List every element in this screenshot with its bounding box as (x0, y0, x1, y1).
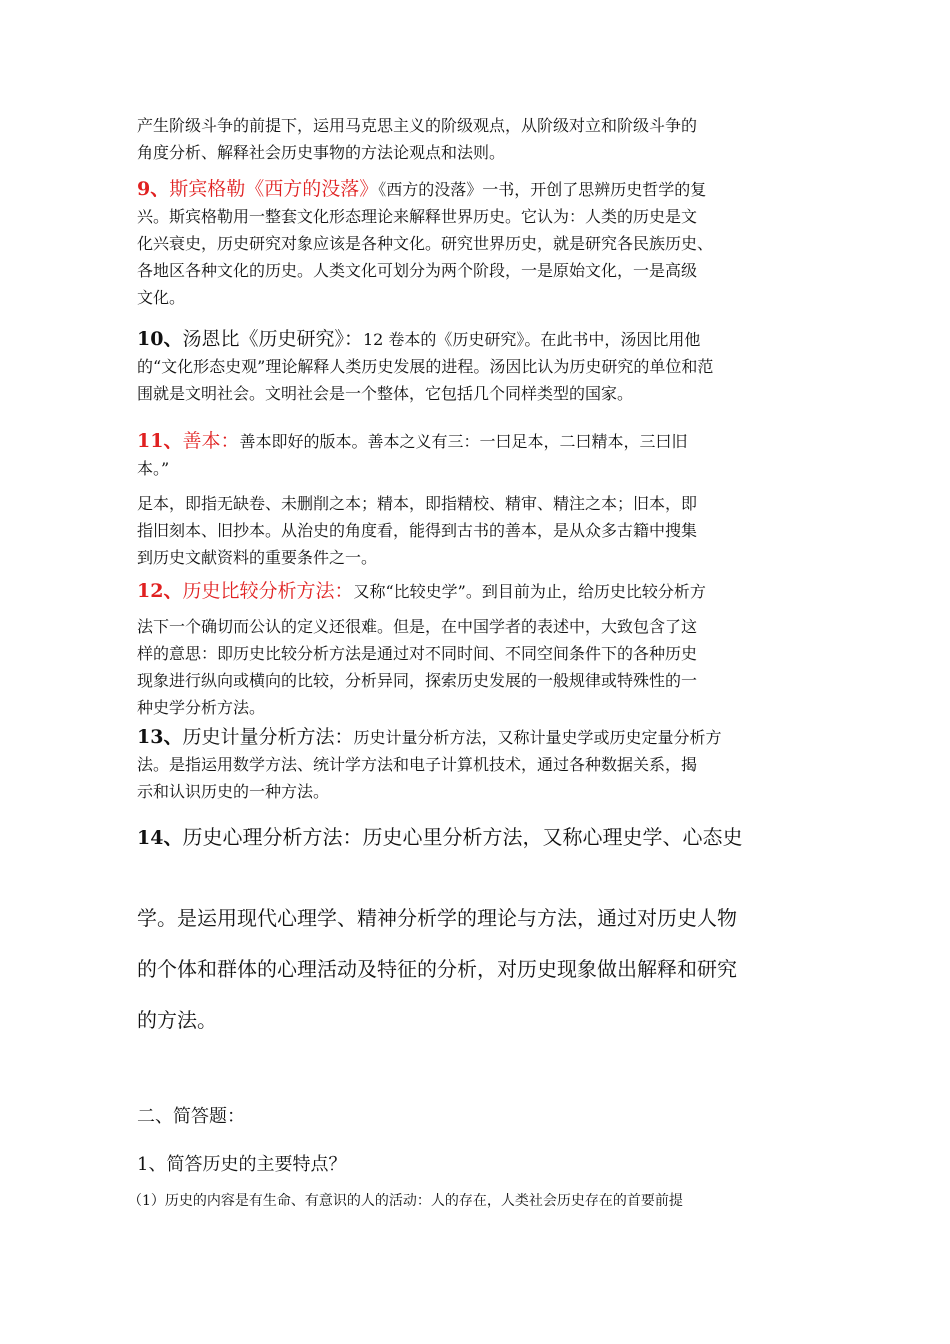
entry-number: 11、 (137, 430, 183, 452)
text-line: 化兴衰史，历史研究对象应该是各种文化。研究世界历史，就是研究各民族历史、 (137, 234, 714, 253)
entry-12-detail (137, 613, 827, 721)
paragraph-class-struggle (137, 112, 827, 166)
entry-number: 10、 (137, 328, 183, 350)
text-line: 善本即好的版本。善本之义有三：一曰足本，二曰精本，三曰旧 (239, 432, 688, 451)
entry-title: 善本： (182, 430, 240, 452)
entry-11 (137, 428, 827, 482)
text-line: 现象进行纵向或横向的比较，分析异同，探索历史发展的一般规律或特殊性的一 (137, 671, 698, 690)
question-1: 1、简答历史的主要特点？ (137, 1154, 347, 1175)
entry-number: 13、 (137, 726, 183, 748)
entry-number: 9、 (137, 178, 170, 200)
section-heading: 二、简答题： (137, 1106, 245, 1127)
entry-title: 历史计量分析方法： (182, 726, 354, 748)
entry-11-detail (137, 490, 827, 571)
entry-12 (137, 578, 827, 605)
text-line: 足本，即指无缺卷、未删削之本；精本，即指精校、精审、精注之本；旧本，即 (137, 494, 698, 513)
text-line: 历史心里分析方法，又称心理史学、心态史 (362, 825, 743, 849)
text-line: 的方法。 (137, 1008, 217, 1032)
entry-number: 14、 (137, 827, 183, 849)
text-line: 的“文化形态史观”理论解释人类历史发展的进程。汤因比认为历史研究的单位和范 (137, 357, 714, 376)
entry-title: 斯宾格勒《西方的没落》 (169, 178, 379, 200)
text-line: 各地区各种文化的历史。人类文化可划分为两个阶段，一是原始文化，一是高级 (137, 261, 698, 280)
text-line: 又称“比较史学”。到目前为止，给历史比较分析方 (353, 582, 706, 601)
text-line: 兴。斯宾格勒用一整套文化形态理论来解释世界历史。它认为：人类的历史是文 (137, 207, 698, 226)
text-line: 《西方的没落》一书，开创了思辨历史哲学的复 (378, 180, 707, 199)
text-line: 产生阶级斗争的前提下，运用马克思主义的阶级观点，从阶级对立和阶级斗争的 (137, 116, 698, 135)
text-line: 示和认识历史的一种方法。 (137, 782, 330, 801)
text-line: 法下一个确切而公认的定义还很难。但是，在中国学者的表述中，大致包含了这 (137, 617, 698, 636)
text-line: 本。” (137, 459, 170, 478)
entry-9 (137, 176, 827, 311)
text-line: 到历史文献资料的重要条件之一。 (137, 548, 378, 567)
text-line: 种史学分析方法。 (137, 698, 266, 717)
text-line: 围就是文明社会。文明社会是一个整体，它包括几个同样类型的国家。 (137, 384, 634, 403)
text-line: 法。是指运用数学方法、统计学方法和电子计算机技术，通过各种数据关系，揭 (137, 755, 698, 774)
answer-1-point-1: （1）历史的内容是有生命、有意识的人的活动：人的存在，人类社会历史存在的首要前提 (128, 1193, 683, 1209)
text-line: 指旧刻本、旧抄本。从治史的角度看，能得到古书的善本，是从众多古籍中搜集 (137, 521, 698, 540)
entry-14-first-line (137, 822, 827, 853)
text-line: 学。是运用现代心理学、精神分析学的理论与方法，通过对历史人物 (137, 906, 737, 930)
entry-title: 历史心理分析方法： (182, 825, 363, 849)
text-line: 角度分析、解释社会历史事物的方法论观点和法则。 (137, 143, 506, 162)
text-line: 文化。 (137, 288, 186, 307)
entry-13 (137, 724, 827, 805)
text-line: 样的意思：即历史比较分析方法是通过对不同时间、不同空间条件下的各种历史 (137, 644, 698, 663)
text-line: 历史计量分析方法，又称计量史学或历史定量分析方 (353, 728, 722, 747)
text-line: 的个体和群体的心理活动及特征的分析，对历史现象做出解释和研究 (137, 957, 737, 981)
entry-10 (137, 326, 827, 407)
entry-number: 12、 (137, 580, 183, 602)
entry-title: 历史比较分析方法： (182, 580, 354, 602)
entry-14-body (137, 893, 827, 1046)
entry-title: 汤恩比《历史研究》： (182, 328, 363, 350)
text-line: 12 卷本的《历史研究》。在此书中，汤因比用他 (362, 330, 701, 349)
